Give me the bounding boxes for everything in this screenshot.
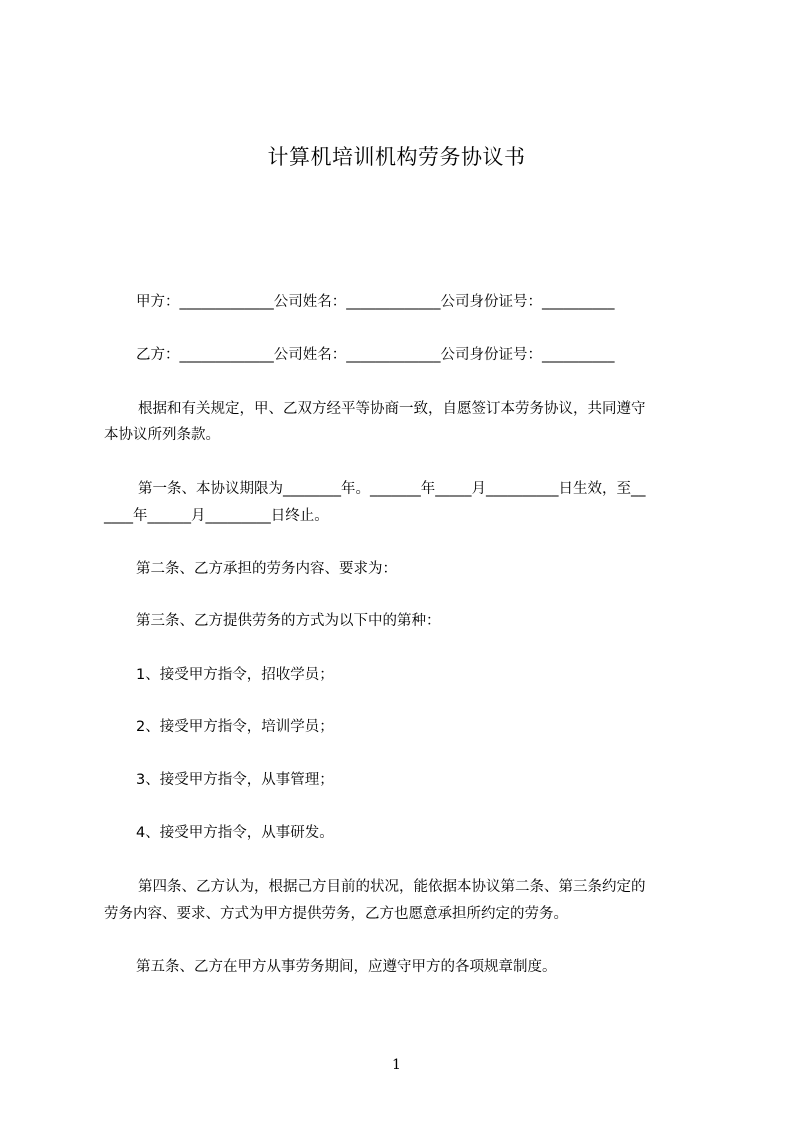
page-number: 1 [392,1057,401,1073]
option-4: 4、接受甲方指令，从事研发。 [136,825,334,841]
preamble-line-2: 本协议所列条款。 [104,427,220,443]
article-5: 第五条、乙方在甲方从事劳务期间，应遵守甲方的各项规章制度。 [136,959,557,975]
option-3: 3、接受甲方指令，从事管理； [136,772,334,788]
article-3: 第三条、乙方提供劳务的方式为以下中的第种： [136,613,441,629]
article-4-line-1: 第四条、乙方认为，根据己方目前的状况，能依据本协议第二条、第三条约定的 [138,879,646,895]
party-b-line: 乙方：_____________公司姓名：_____________公司身份证号：__________ [136,347,615,363]
article-1-line-2: ____年______月_________日终止。 [104,508,329,524]
preamble-line-1: 根据和有关规定，甲、乙双方经平等协商一致，自愿签订本劳务协议，共同遵守 [138,401,646,417]
document-title: 计算机培训机构劳务协议书 [267,145,526,169]
article-1-line-1: 第一条、本协议期限为________年。_______年_____月__________日生效，至__ [138,481,646,497]
option-1: 1、接受甲方指令，招收学员； [136,667,334,683]
article-4-line-2: 劳务内容、要求、方式为甲方提供劳务，乙方也愿意承担所约定的劳务。 [104,906,568,922]
option-2: 2、接受甲方指令，培训学员； [136,719,334,735]
article-2: 第二条、乙方承担的劳务内容、要求为： [136,561,397,577]
party-a-line: 甲方：_____________公司姓名：_____________公司身份证号：__________ [136,294,615,310]
